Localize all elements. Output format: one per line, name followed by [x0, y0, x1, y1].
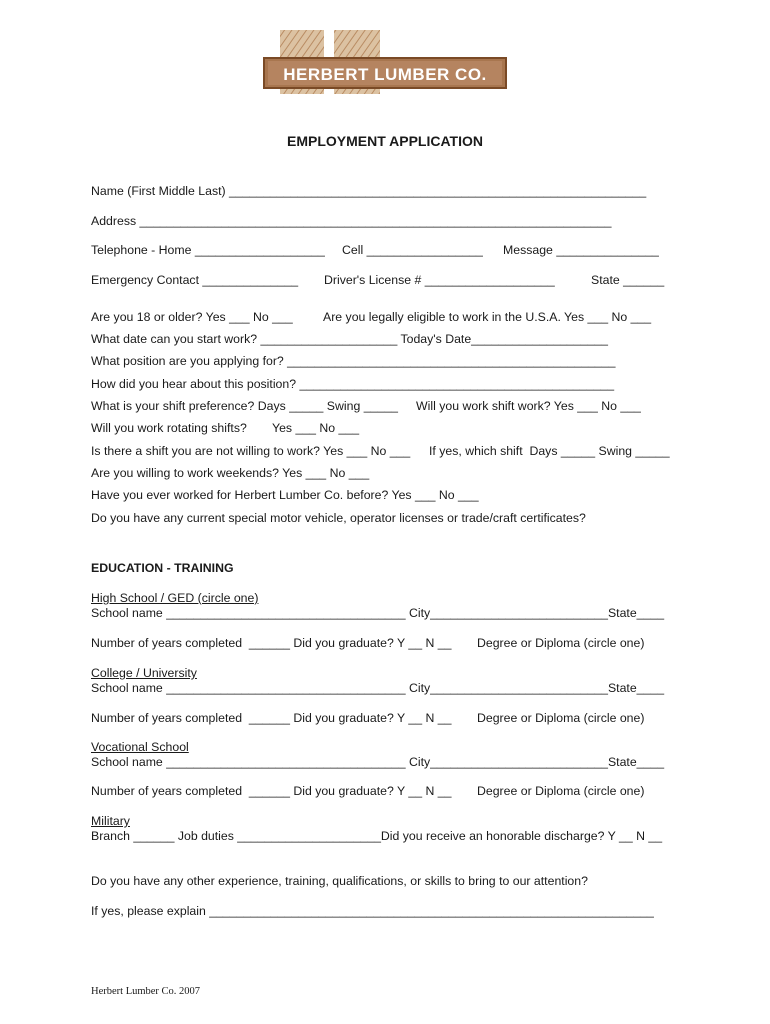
vocational-name-field[interactable]: School name ___________________________________ City__________________________State____	[91, 755, 665, 769]
college-years-field[interactable]: Number of years completed ______ Did you graduate? Y __ N __	[91, 711, 452, 725]
military-label: Military	[91, 814, 130, 828]
education-heading: EDUCATION - TRAINING	[91, 561, 234, 575]
name-field[interactable]: Name (First Middle Last) _____________________________________________________________	[91, 184, 647, 198]
message-field[interactable]: Message _______________	[503, 243, 659, 257]
not-willing-question[interactable]: Is there a shift you are not willing to work? Yes ___ No ___	[91, 444, 411, 458]
emergency-contact-field[interactable]: Emergency Contact ______________	[91, 273, 299, 287]
high-school-label: High School / GED (circle one)	[91, 591, 259, 605]
age-question[interactable]: Are you 18 or older? Yes ___ No ___	[91, 310, 293, 324]
college-degree-label[interactable]: Degree or Diploma (circle one)	[477, 711, 645, 725]
address-field[interactable]: Address _____________________________________________________________________	[91, 214, 612, 228]
shift-work-question[interactable]: Will you work shift work? Yes ___ No ___	[416, 399, 641, 413]
state-field[interactable]: State ______	[591, 273, 665, 287]
footer-text: Herbert Lumber Co. 2007	[91, 986, 201, 997]
licenses-question: Do you have any current special motor vehicle, operator licenses or trade/craft certificates?	[91, 511, 586, 525]
vocational-degree-label[interactable]: Degree or Diploma (circle one)	[477, 784, 645, 798]
rotating-shifts-label: Will you work rotating shifts?	[91, 421, 247, 435]
hear-question[interactable]: How did you hear about this position? ______________________________________________	[91, 377, 615, 391]
logo-text: HERBERT LUMBER CO.	[283, 65, 487, 84]
which-shift-question[interactable]: If yes, which shift Days _____ Swing _____	[429, 444, 670, 458]
start-date-question[interactable]: What date can you start work? ____________________ Today's Date____________________	[91, 332, 608, 346]
vocational-years-field[interactable]: Number of years completed ______ Did you graduate? Y __ N __	[91, 784, 452, 798]
college-name-field[interactable]: School name ___________________________________ City__________________________State____	[91, 681, 665, 695]
high-school-degree-label[interactable]: Degree or Diploma (circle one)	[477, 636, 645, 650]
college-label: College / University	[91, 666, 197, 680]
shift-preference-question[interactable]: What is your shift preference? Days _____ Swing _____	[91, 399, 398, 413]
explain-field[interactable]: If yes, please explain _________________________________________________________________	[91, 904, 654, 918]
telephone-home-field[interactable]: Telephone - Home ___________________	[91, 243, 325, 257]
cell-field[interactable]: Cell _________________	[342, 243, 483, 257]
weekends-question[interactable]: Are you willing to work weekends? Yes ___ No ___	[91, 466, 370, 480]
position-question[interactable]: What position are you applying for? ________________________________________________	[91, 354, 616, 368]
eligible-question[interactable]: Are you legally eligible to work in the U.S.A. Yes ___ No ___	[323, 310, 652, 324]
company-logo	[262, 30, 508, 94]
vocational-label: Vocational School	[91, 740, 189, 754]
military-branch-field[interactable]: Branch ______ Job duties _____________________Did you receive an honorable discharge? Y __ N __	[91, 829, 663, 843]
worked-before-question[interactable]: Have you ever worked for Herbert Lumber Co. before? Yes ___ No ___	[91, 488, 479, 502]
high-school-name-field[interactable]: School name ___________________________________ City__________________________State____	[91, 606, 665, 620]
rotating-shifts-answer[interactable]: Yes ___ No ___	[272, 421, 360, 435]
page-title: EMPLOYMENT APPLICATION	[287, 133, 483, 149]
other-experience-question: Do you have any other experience, training, qualifications, or skills to bring to our attention?	[91, 874, 588, 888]
high-school-years-field[interactable]: Number of years completed ______ Did you graduate? Y __ N __	[91, 636, 452, 650]
drivers-license-field[interactable]: Driver's License # ___________________	[324, 273, 555, 287]
